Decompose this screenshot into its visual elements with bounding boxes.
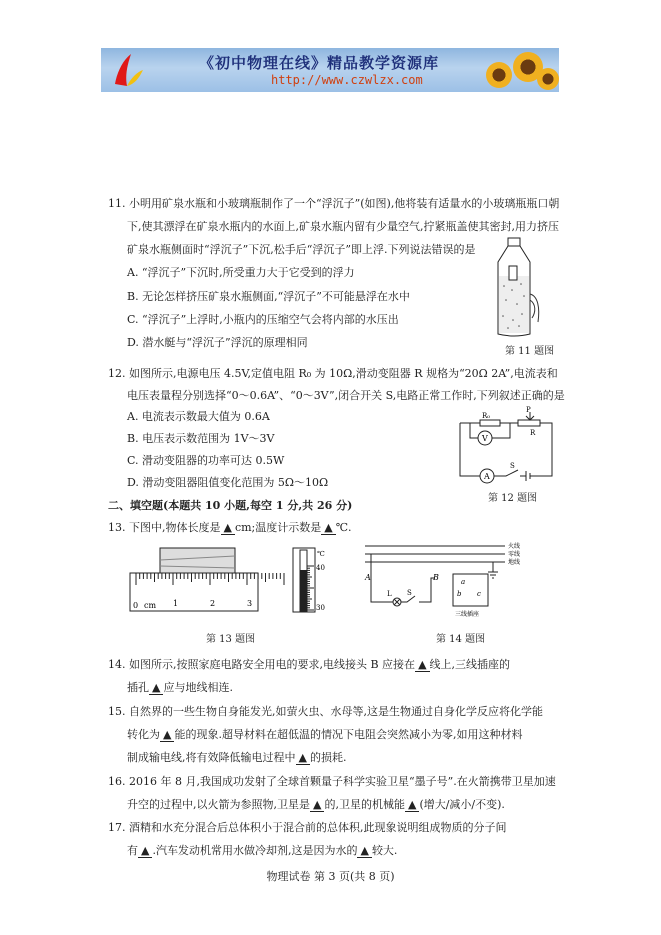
socket-hole-a: a — [461, 578, 466, 586]
ammeter-label: A — [484, 472, 490, 481]
r0-label: R₀ — [482, 412, 491, 420]
q16-line-1: 16. 2016 年 8 月,我国成功发射了全球首颗量子科学实验卫星“墨子号”.在火箭携带卫星加速 — [108, 775, 556, 788]
socket-hole-b: b — [457, 590, 462, 598]
thermometer-figure — [285, 548, 330, 613]
q11-figure-caption: 第 11 题图 — [505, 346, 555, 357]
ruler-3: 3 — [247, 599, 253, 608]
circuit-figure-12 — [460, 408, 555, 488]
q11-option-c: C. “浮沉子”上浮时,小瓶内的压缩空气会将内部的水压出 — [127, 313, 399, 326]
q15-line-3: 制成输电线,将有效降低输电过程中 ▲ 的损耗. — [127, 751, 347, 764]
r-label: R — [530, 429, 536, 437]
thermo-40: 40 — [316, 564, 325, 572]
q12-line-2: 电压表量程分别选择“0～0.6A”、“0～3V”,闭合开关 S,电路正常工作时,下列叙述正确的是 — [127, 389, 565, 402]
ground-wire-label: 地线 — [508, 559, 521, 566]
lamp-label: L — [387, 590, 392, 598]
ruler-zero: 0 — [133, 601, 139, 610]
q15-line-2: 转化为 ▲ 能的现象.超导材料在超低温的情况下电阻会突然减小为零,如用这种材料 — [127, 728, 523, 741]
q11-option-b: B. 无论怎样挤压矿泉水瓶侧面,“浮沉子”不可能悬浮在水中 — [127, 290, 410, 303]
socket-label: 三线插座 — [455, 611, 480, 618]
ruler-1: 1 — [173, 599, 179, 608]
sunflower-icon — [486, 62, 512, 88]
q15-line-1: 15. 自然界的一些生物自身能发光,如萤火虫、水母等,这是生物通过自身化学反应将化学能 — [108, 705, 543, 718]
q13-text: 13. 下图中,物体长度是 ▲ cm;温度计示数是 ▲ ℃. — [108, 521, 352, 534]
neutral-wire-label: 零线 — [508, 551, 521, 558]
banner-url: http://www.czwlzx.com — [271, 73, 423, 87]
q17-line-1: 17. 酒精和水充分混合后总体积小于混合前的总体积,此现象说明组成物质的分子间 — [108, 821, 507, 834]
q11-option-d: D. 潜水艇与“浮沉子”浮沉的原理相同 — [127, 336, 308, 349]
q14-line-1: 14. 如图所示,按照家庭电路安全用电的要求,电线接头 B 应接在 ▲ 线上,三线插座的 — [108, 658, 511, 671]
switch-label-14: S — [407, 589, 412, 597]
site-logo-icon — [107, 50, 147, 90]
switch-label: S — [510, 462, 515, 470]
q16-line-2: 升空的过程中,以火箭为参照物,卫星是 ▲ 的,卫星的机械能 ▲ (增大/减小/不变). — [127, 798, 505, 811]
q11-option-a: A. “浮沉子”下沉时,所受重力大于它受到的浮力 — [127, 266, 355, 279]
point-b-label: B — [433, 573, 439, 582]
q12-option-d: D. 滑动变阻器阻值变化范围为 5Ω～10Ω — [127, 476, 329, 489]
p-label: P — [526, 406, 531, 414]
header-banner — [101, 48, 559, 92]
q17-line-2: 有 ▲ .汽车发动机常用水做冷却剂,这是因为水的 ▲ 较大. — [127, 844, 398, 857]
q11-line-2: 下,使其漂浮在矿泉水瓶内的水面上,矿泉水瓶内留有少量空气,拧紧瓶盖使其密封,用力挤压 — [127, 220, 559, 233]
bottle-figure — [484, 238, 544, 338]
banner-title: 《初中物理在线》精品教学资源库 — [199, 54, 440, 72]
thermo-unit: ℃ — [317, 550, 325, 558]
q12-line-1: 12. 如图所示,电源电压 4.5V,定值电阻 R₀ 为 10Ω,滑动变阻器 R 规格为“20Ω 2A”,电流表和 — [108, 367, 558, 380]
q12-figure-caption: 第 12 题图 — [488, 493, 538, 504]
socket-hole-c: c — [477, 590, 481, 598]
q12-option-a: A. 电流表示数最大值为 0.6A — [127, 410, 270, 423]
house-circuit-figure — [365, 540, 540, 618]
thermo-30: 30 — [316, 604, 325, 612]
q14-line-2: 插孔 ▲ 应与地线相连. — [127, 681, 233, 694]
section-2-heading: 二、填空题(本题共 10 小题,每空 1 分,共 26 分) — [108, 499, 353, 512]
ruler-unit: cm — [144, 601, 157, 610]
point-a-label: A — [365, 573, 371, 582]
q12-option-b: B. 电压表示数范围为 1V～3V — [127, 432, 275, 445]
q12-option-c: C. 滑动变阻器的功率可达 0.5W — [127, 454, 285, 467]
live-wire-label: 火线 — [508, 543, 521, 550]
q11-line-1: 11. 小明用矿泉水瓶和小玻璃瓶制作了一个“浮沉子”(如图),他将装有适量水的小玻璃瓶瓶口朝 — [108, 197, 560, 210]
q13-figure-caption: 第 13 题图 — [206, 634, 256, 645]
voltmeter-label: V — [482, 434, 488, 443]
ruler-figure — [130, 548, 260, 613]
page-footer: 物理试卷 第 3 页(共 8 页) — [266, 870, 395, 883]
ruler-2: 2 — [210, 599, 216, 608]
q14-figure-caption: 第 14 题图 — [436, 634, 486, 645]
sunflower-icon — [537, 68, 559, 90]
q11-line-3: 矿泉水瓶侧面时“浮沉子”下沉,松手后“浮沉子”即上浮.下列说法错误的是 — [127, 243, 476, 256]
